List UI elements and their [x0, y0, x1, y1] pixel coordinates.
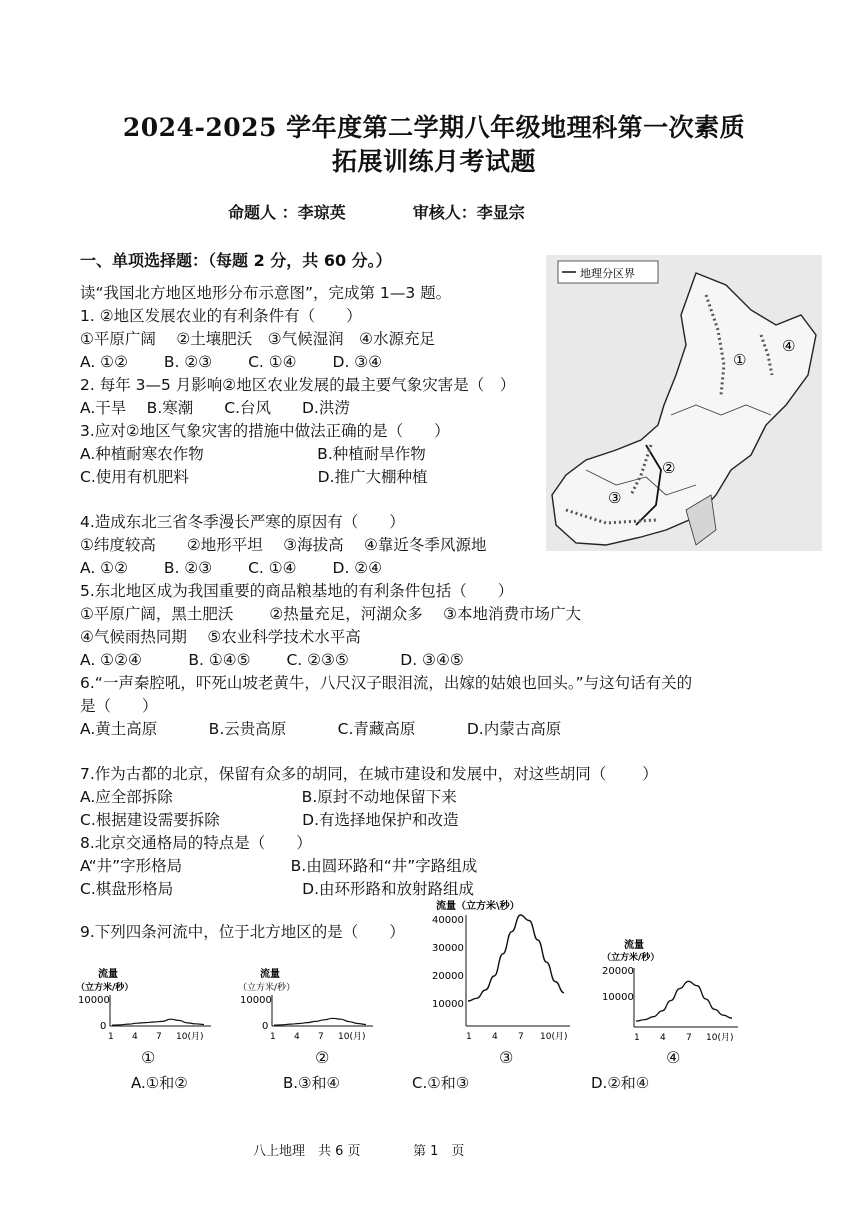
chart4-xtick-4: 4	[660, 1033, 666, 1043]
chart2-unit: （立方米/秒）	[238, 983, 296, 993]
map-legend-text: 地理分区界	[580, 267, 635, 280]
chart4-caption: ④	[666, 1048, 681, 1067]
author-line	[228, 200, 525, 223]
question-line-q7-a: A.应全部拆除 B.原封不动地保留下来	[80, 788, 457, 806]
chart3-xtick-1: 1	[466, 1032, 472, 1042]
chart2-caption: ②	[315, 1048, 330, 1067]
question-line-q5-opts1: ①平原广阔，黑土肥沃 ②热量充足，河湖众多 ③本地消费市场广大	[80, 605, 582, 623]
chart2-xtick-1: 1	[270, 1032, 276, 1042]
chart1-caption: ①	[141, 1048, 156, 1067]
chart2-xtick-4: 4	[294, 1032, 300, 1042]
question-line-q3-b: C.使用有机肥料 D.推广大棚种植	[80, 468, 428, 486]
chart1-flow-line	[112, 1019, 204, 1025]
author-label: 命题人 ：李琼英	[228, 203, 346, 222]
question-line-q1-opts: ①平原广阔 ②土壤肥沃 ③气候湿润 ④水源充足	[80, 330, 436, 348]
chart1-ytick-top: 10000	[78, 995, 110, 1006]
chart2-flow-line	[274, 1018, 366, 1025]
chart3-xtick-4: 4	[492, 1032, 498, 1042]
chart4-ylabel: 流量	[624, 940, 644, 951]
question-line-q3: 3.应对②地区气象灾害的措施中做法正确的是（ ）	[80, 422, 450, 440]
page-title: 2024-2025 学年度第二学期八年级地理科第一次素质	[122, 113, 746, 142]
question-line-q8: 8.北京交通格局的特点是（ ）	[80, 834, 312, 852]
question-line-q4-opts: ①纬度较高 ②地形平坦 ③海拔高 ④靠近冬季风源地	[80, 536, 487, 554]
chart3-ytick-10000: 10000	[432, 999, 464, 1010]
section-heading: 一、单项选择题：（每题 2 分，共 60 分。）	[80, 251, 392, 270]
chart4-ytick-20000: 20000	[602, 966, 634, 977]
question-line-q9: 9.下列四条河流中，位于北方地区的是（ ）	[80, 923, 405, 941]
reviewer-label: 审核人：李显宗	[412, 203, 525, 222]
section-intro: 读“我国北方地区地形分布示意图”，完成第 1—3 题。	[80, 284, 452, 302]
chart4-xtick-7: 7	[686, 1033, 692, 1043]
question-line-q7-b: C.根据建设需要拆除 D.有选择地保护和改造	[80, 811, 459, 829]
chart3-xtick-7: 7	[518, 1032, 524, 1042]
chart4-ytick-10000: 10000	[602, 992, 634, 1003]
chart3-unit: 流量（立方米\秒）	[436, 901, 520, 912]
river-chart-2	[238, 965, 388, 1045]
question-line-q2: 2. 每年 3—5 月影响②地区农业发展的最主要气象灾害是（ ）	[80, 376, 516, 394]
page-subtitle: 拓展训练月考试题	[331, 147, 536, 176]
chart1-unit: （立方米/秒）	[76, 983, 134, 993]
river-chart-1	[76, 965, 226, 1045]
chart1-xtick-4: 4	[132, 1032, 138, 1042]
chart2-xtick-7: 7	[318, 1032, 324, 1042]
question-line-q8-b: C.棋盘形格局 D.由环形路和放射路组成	[80, 880, 475, 898]
chart1-xtick-1: 1	[108, 1032, 114, 1042]
question-line-q5: 5.东北地区成为我国重要的商品粮基地的有利条件包括（ ）	[80, 582, 514, 600]
map-label-2: ②	[662, 459, 676, 477]
question-line-q3-a: A.种植耐寒农作物 B.种植耐旱作物	[80, 445, 426, 463]
q9-option-b: B.③和④	[283, 1074, 340, 1092]
chart1-xtick-10: 10(月)	[176, 1032, 204, 1042]
chart3-xtick-10: 10(月)	[540, 1032, 568, 1042]
question-line-q8-a: A“井”字形格局 B.由圆环路和“井”字路组成	[80, 857, 478, 875]
footer-page-number: 第 1 页	[413, 1144, 465, 1159]
chart2-ytick-zero: 0	[262, 1021, 269, 1032]
chart3-caption: ③	[499, 1048, 514, 1067]
river-chart-4	[600, 938, 750, 1045]
chart4-xtick-10: 10(月)	[706, 1033, 734, 1043]
map-label-3: ③	[608, 489, 622, 507]
question-line-q6: 6.“一声秦腔吼，吓死山坡老黄牛，八尺汉子眼泪流，出嫁的姑娘也回头。”与这句话有关的	[80, 674, 693, 692]
chart2-xtick-10: 10(月)	[338, 1032, 366, 1042]
q9-option-a: A.①和②	[131, 1074, 188, 1092]
question-line-q6-ans: A.黄土高原 B.云贵高原 C.青藏高原 D.内蒙古高原	[80, 720, 562, 738]
chart4-xtick-1: 1	[634, 1033, 640, 1043]
north-region-map	[546, 255, 822, 551]
question-line-q2-ans: A.干旱 B.寒潮 C.台风 D.洪涝	[80, 399, 350, 417]
question-line-q6-b: 是（ ）	[80, 697, 158, 715]
chart1-ylabel: 流量	[98, 969, 118, 980]
question-line-q1: 1. ②地区发展农业的有利条件有（ ）	[80, 307, 362, 325]
chart4-flow-line	[636, 981, 732, 1021]
q9-option-c: C.①和③	[412, 1074, 470, 1092]
q9-option-d: D.②和④	[591, 1074, 650, 1092]
chart3-ytick-40000: 40000	[432, 915, 464, 926]
footer-total-pages: 八上地理 共 6 页	[253, 1144, 361, 1159]
river-chart-3	[430, 897, 585, 1045]
chart1-xtick-7: 7	[156, 1032, 162, 1042]
question-line-q7: 7.作为古都的北京，保留有众多的胡同，在城市建设和发展中，对这些胡同（ ）	[80, 765, 658, 783]
chart2-ytick-top: 10000	[240, 995, 272, 1006]
map-label-4: ④	[782, 337, 796, 355]
chart3-ytick-20000: 20000	[432, 971, 464, 982]
chart3-ytick-30000: 30000	[432, 943, 464, 954]
question-line-q5-ans: A. ①②④ B. ①④⑤ C. ②③⑤ D. ③④⑤	[80, 651, 464, 669]
chart4-unit: （立方米/秒）	[602, 953, 660, 963]
question-line-q4-ans: A. ①② B. ②③ C. ①④ D. ②④	[80, 559, 383, 577]
chart3-flow-line	[468, 915, 564, 1001]
question-line-q4: 4.造成东北三省冬季漫长严寒的原因有（ ）	[80, 513, 405, 531]
chart1-ytick-zero: 0	[100, 1021, 107, 1032]
question-line-q5-opts2: ④气候雨热同期 ⑤农业科学技术水平高	[80, 628, 361, 646]
question-line-q1-ans: A. ①② B. ②③ C. ①④ D. ③④	[80, 353, 383, 371]
map-label-1: ①	[733, 351, 747, 369]
chart2-ylabel: 流量	[260, 969, 280, 980]
